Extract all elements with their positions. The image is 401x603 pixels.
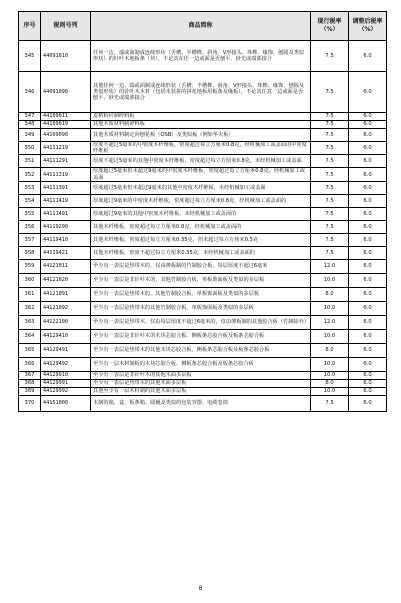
table-row [19,371,387,379]
table-row [19,41,387,72]
adjusted-rate-cell: 6.0 [349,155,387,168]
serial-number-cell: 360 [19,273,41,287]
current-rate-cell: 10.0 [311,371,349,379]
tariff-code-cell: 44109090 [41,129,91,142]
current-rate-cell: 10.0 [311,357,349,371]
product-name-cell: 至少有一表层是热带木的，仅由薄板制的竹制胶合板，每层厚度不超过6毫米 [91,259,311,273]
table-row [19,72,387,113]
adjusted-rate-cell: 6.0 [349,395,387,411]
adjusted-rate-cell: 6.0 [349,121,387,129]
table-row [19,220,387,233]
adjusted-rate-cell: 6.0 [349,259,387,273]
tariff-code-cell: 44119421 [41,246,91,259]
serial-number-cell: 356 [19,220,41,233]
tariff-code-cell: 44111319 [41,168,91,181]
product-name-cell: 任何一边、端或面制成连续形状（舌槽、半槽榫、斜角、V形接头、珠榫、缘饰、刨圆及类似形状）的针叶木地板条（块），不论其在任一边或面是否刨平、砂光或端部接合 [91,41,311,72]
adjusted-rate-cell: 6.0 [349,343,387,357]
product-name-cell: 其他木纤维板，密度超过每立方厘米0.35克，但未超过每立方厘米0.5克 [91,233,311,246]
tariff-code-cell: 44109019 [41,121,91,129]
table-row [19,246,387,259]
serial-number-cell: 346 [19,72,41,113]
table-row [19,181,387,194]
adjusted-rate-cell: 6.0 [349,371,387,379]
header-product-name: 商品简称 [91,12,311,41]
product-name-cell: 至少有一表层是热带木的其他竹制胶合板、单板饰面板及类似的多层板 [91,301,311,315]
table-row [19,379,387,387]
product-name-cell: 至少有一层木材制板的木块芯胶合板、侧板条芯胶合板及板条芯胶合板 [91,357,311,371]
tariff-code-cell: 44109011 [41,113,91,121]
serial-number-cell: 349 [19,129,41,142]
product-name-cell: 其他任何一边、端或面制成连续形状（舌槽、半槽榫、斜角、V形接头、珠榫、缘饰、刨圆及类似形状）的针叶木木材（包括未装拼的拼花地板用板条及缘板），不论其任意一边或面是否刨平、砂光或端部接合 [91,72,311,113]
tariff-code-cell: 44121020 [41,273,91,287]
adjusted-rate-cell: 6.0 [349,301,387,315]
serial-number-cell: 367 [19,371,41,379]
adjusted-rate-cell: 6.0 [349,129,387,142]
adjusted-rate-cell: 6.0 [349,181,387,194]
tariff-table [18,11,387,412]
product-name-cell: 厚度不超过5毫米的其他中密度木纤维板，密度超过每立方厘米0.8克，未经机械加工或盖面 [91,155,311,168]
adjusted-rate-cell: 6.0 [349,315,387,329]
serial-number-cell: 361 [19,287,41,301]
current-rate-cell: 7.5 [311,181,349,194]
product-name-cell: 至少有一表层是热带木的其他木块芯胶合板、侧板条芯胶合板及板条芯胶合板 [91,343,311,357]
product-name-cell: 厚度超过9毫米的中密度木纤维板，密度超过每立方厘米0.8克，经机械加工或盖面的 [91,194,311,207]
table-row [19,315,387,329]
adjusted-rate-cell: 6.0 [349,72,387,113]
table-row [19,301,387,315]
tariff-code-cell: 44091010 [41,41,91,72]
tariff-code-cell: 44129991 [41,379,91,387]
adjusted-rate-cell: 6.0 [349,142,387,155]
product-name-cell: 至少有一表层是热带木的，其他竹制胶合板、单板饰面板及类似的多层板 [91,287,311,301]
adjusted-rate-cell: 6.0 [349,41,387,72]
serial-number-cell: 363 [19,315,41,329]
tariff-code-cell: 44091090 [41,72,91,113]
serial-number-cell: 366 [19,357,41,371]
current-rate-cell: 7.5 [311,72,349,113]
serial-number-cell: 357 [19,233,41,246]
serial-number-cell: 368 [19,379,41,387]
current-rate-cell: 7.5 [311,155,349,168]
product-name-cell: 其他木纤维板，密度超过每立方厘米0.8克，经机械加工或盖面的 [91,220,311,233]
adjusted-rate-cell: 6.0 [349,233,387,246]
adjusted-rate-cell: 6.0 [349,329,387,343]
table-row [19,259,387,273]
adjusted-rate-cell: 6.0 [349,168,387,181]
product-name-cell: 其他木纤维板，密度不超过每立方厘米0.35克，未经机械加工或盖面的 [91,246,311,259]
serial-number-cell: 352 [19,168,41,181]
table-row [19,168,387,181]
product-name-cell: 至少有一表层是非针叶木的其他木面多层板 [91,371,311,379]
serial-number-cell: 353 [19,181,41,194]
table-row [19,113,387,121]
tariff-code-cell: 44121092 [41,301,91,315]
header-current-rate: 现行税率（%） [311,12,349,41]
product-name-cell: 至少有一表层是热带木，仅由每层厚度不超过6毫米的，仅由薄板制的其他胶合板（竹制除外） [91,315,311,329]
tariff-code-cell: 44129992 [41,387,91,395]
table-row [19,155,387,168]
product-name-cell: 其他木质材料制定向刨花板（OSB）及类似板（例如华夫板） [91,129,311,142]
table-row [19,129,387,142]
current-rate-cell: 8.0 [311,287,349,301]
current-rate-cell: 10.0 [311,387,349,395]
tariff-code-cell: 44111419 [41,194,91,207]
product-name-cell: 其他至少有一层木材制的其他木面多层板 [91,387,311,395]
product-name-cell: 木制的箱、盒、板条箱、圆桶及类似的包装容器，电缆卷筒 [91,395,311,411]
serial-number-cell: 351 [19,155,41,168]
current-rate-cell: 10.0 [311,273,349,287]
tariff-code-cell: 44121011 [41,259,91,273]
product-name-cell: 至少有一表层是热带木的其他木面多层板 [91,379,311,387]
table-row [19,207,387,220]
serial-number-cell: 355 [19,207,41,220]
table-row [19,329,387,343]
product-name-cell: 厚度超过9毫米的其他中密度木纤维板，未经机械加工或盖面的 [91,207,311,220]
adjusted-rate-cell: 6.0 [349,220,387,233]
current-rate-cell: 7.5 [311,113,349,121]
tariff-code-cell: 44111391 [41,181,91,194]
serial-number-cell: 362 [19,301,41,315]
current-rate-cell: 12.0 [311,315,349,329]
tariff-code-cell: 44122100 [41,315,91,329]
current-rate-cell: 7.5 [311,220,349,233]
current-rate-cell: 7.5 [311,207,349,220]
serial-number-cell: 354 [19,194,41,207]
adjusted-rate-cell: 6.0 [349,287,387,301]
serial-number-cell: 350 [19,142,41,155]
product-name-cell: 厚度超过5毫米但未超过9毫米的其他中密度木纤维板，未经机械加工或盖面 [91,181,311,194]
tariff-code-cell: 44129910 [41,371,91,379]
serial-number-cell: 347 [19,113,41,121]
product-name-cell: 其他木质材料制碎料板 [91,121,311,129]
serial-number-cell: 345 [19,41,41,72]
product-name-cell: 麦稻秸秆制碎料板 [91,113,311,121]
adjusted-rate-cell: 6.0 [349,387,387,395]
tariff-code-cell: 44111219 [41,142,91,155]
page-number: 8 [198,585,203,592]
adjusted-rate-cell: 6.0 [349,246,387,259]
tariff-code-cell: 44151000 [41,395,91,411]
current-rate-cell: 7.5 [311,168,349,181]
table-row [19,395,387,411]
tariff-code-cell: 44129410 [41,329,91,343]
product-name-cell: 至少有一表层是非针叶木的木块芯胶合板、侧板条芯胶合板及板条芯胶合板 [91,329,311,343]
header-adjusted-rate: 调整后税率（%） [349,12,387,41]
table-row [19,287,387,301]
adjusted-rate-cell: 6.0 [349,357,387,371]
serial-number-cell: 358 [19,246,41,259]
tariff-code-cell: 44121091 [41,287,91,301]
table-row [19,387,387,395]
current-rate-cell: 7.5 [311,129,349,142]
table-row [19,121,387,129]
adjusted-rate-cell: 6.0 [349,379,387,387]
table-header-row [19,12,387,41]
table-row [19,233,387,246]
product-name-cell: 至少有一表层是非针叶木的，其他竹制胶合板、单板饰面板及类似的多层板 [91,273,311,287]
adjusted-rate-cell: 6.0 [349,273,387,287]
serial-number-cell: 348 [19,121,41,129]
current-rate-cell: 7.5 [311,246,349,259]
adjusted-rate-cell: 6.0 [349,207,387,220]
current-rate-cell: 8.0 [311,379,349,387]
header-tariff-code: 税则号列 [41,12,91,41]
serial-number-cell: 359 [19,259,41,273]
current-rate-cell: 7.5 [311,41,349,72]
current-rate-cell: 7.5 [311,233,349,246]
adjusted-rate-cell: 6.0 [349,194,387,207]
serial-number-cell: 364 [19,329,41,343]
current-rate-cell: 12.0 [311,259,349,273]
current-rate-cell: 7.5 [311,194,349,207]
current-rate-cell: 10.0 [311,301,349,315]
table-row [19,357,387,371]
tariff-code-cell: 44119290 [41,220,91,233]
table-row [19,142,387,155]
current-rate-cell: 10.0 [311,329,349,343]
table-row [19,343,387,357]
serial-number-cell: 365 [19,343,41,357]
tariff-code-cell: 44111291 [41,155,91,168]
serial-number-cell: 370 [19,395,41,411]
current-rate-cell: 7.5 [311,121,349,129]
current-rate-cell: 7.5 [311,395,349,411]
table-body [19,41,387,412]
product-name-cell: 厚度超过5毫米但未超过9毫米的中密度木纤维板，密度超过每立方厘米0.8克，经机械加工或盖面 [91,168,311,181]
tariff-code-cell: 44119410 [41,233,91,246]
table-row [19,194,387,207]
adjusted-rate-cell: 6.0 [349,113,387,121]
table-row [19,273,387,287]
current-rate-cell: 7.5 [311,142,349,155]
header-serial-number: 序号 [19,12,41,41]
tariff-code-cell: 44129492 [41,357,91,371]
current-rate-cell: 8.0 [311,343,349,357]
product-name-cell: 厚度不超过5毫米的中密度木纤维板，密度超过每立方厘米0.8克，经机械加工或盖面的中密度纤维板 [91,142,311,155]
tariff-code-cell: 44129491 [41,343,91,357]
tariff-code-cell: 44111491 [41,207,91,220]
serial-number-cell: 369 [19,387,41,395]
